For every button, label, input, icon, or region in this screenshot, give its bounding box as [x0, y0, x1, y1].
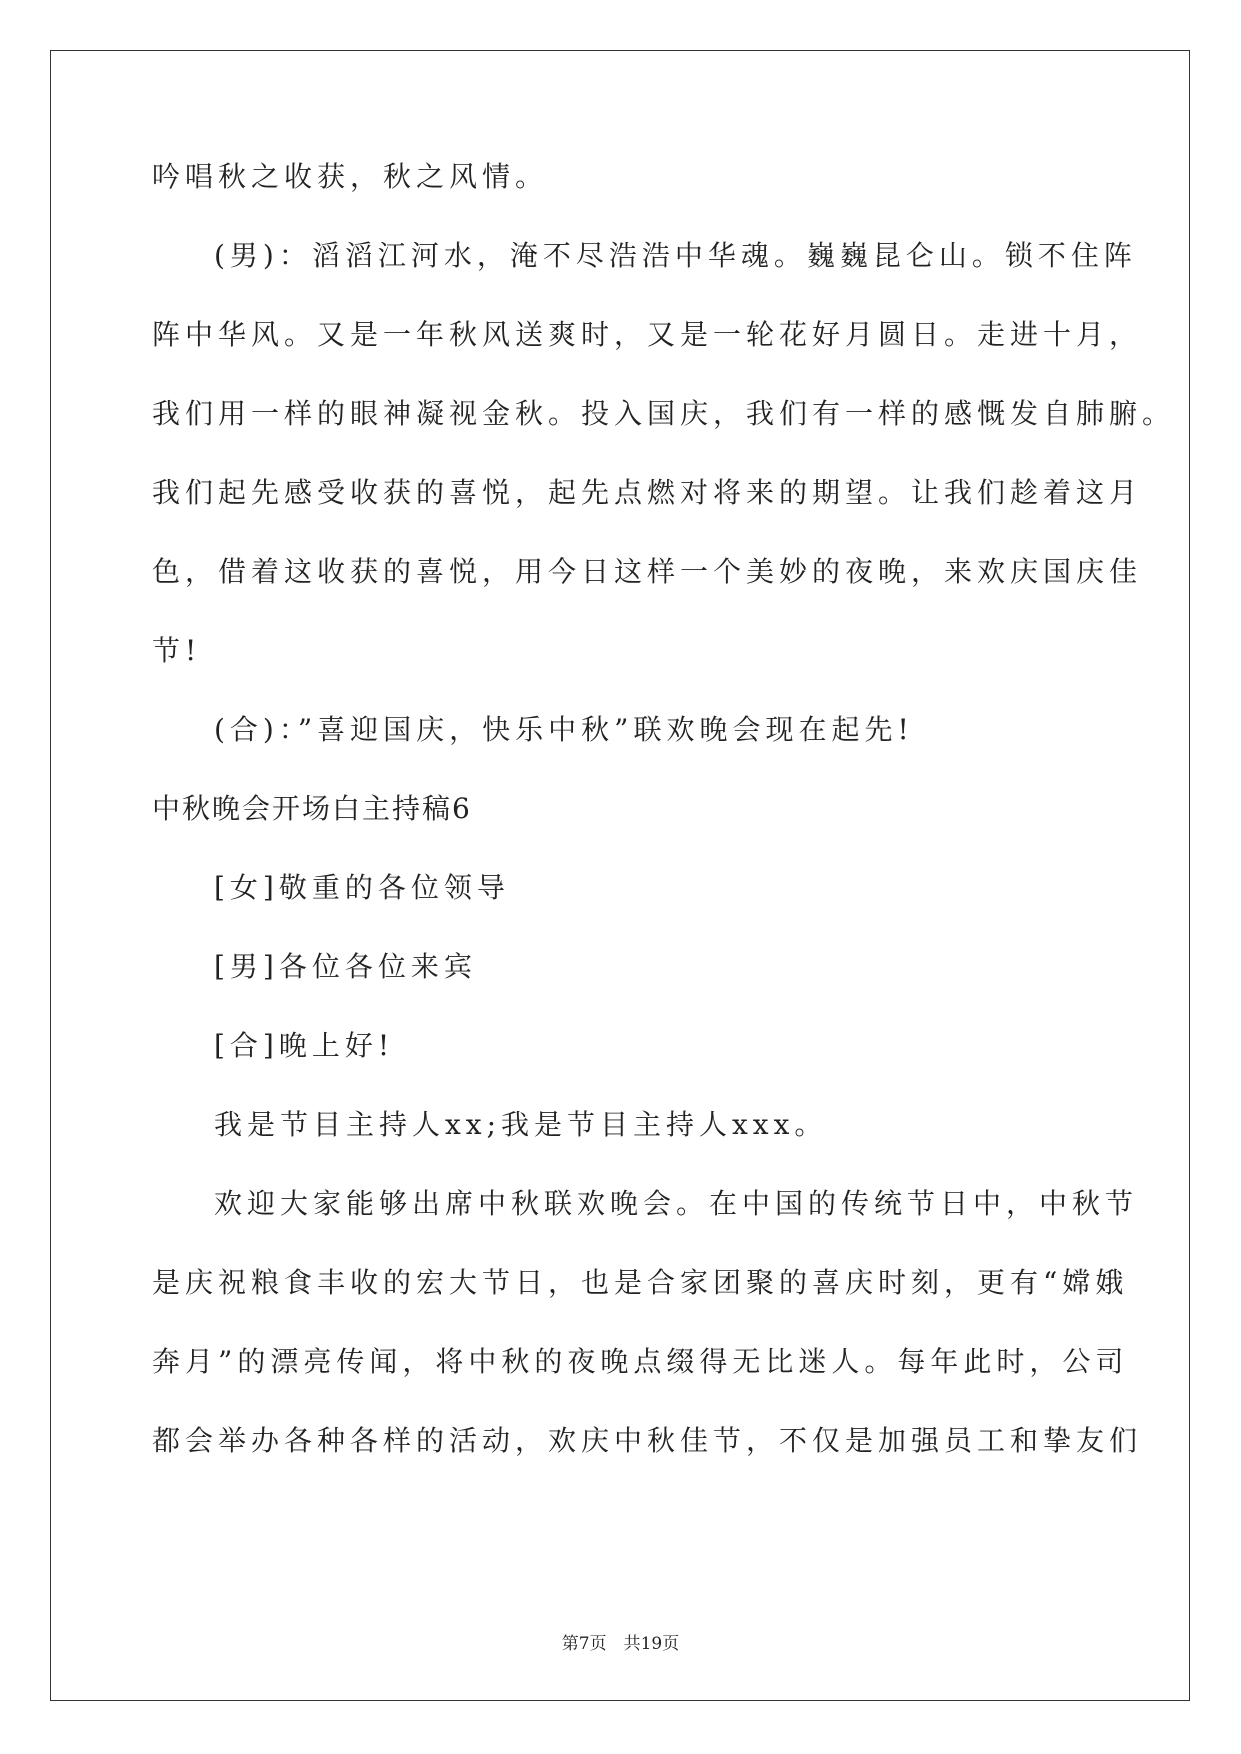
- text-line: 吟唱秋之收获，秋之风情。: [152, 160, 549, 193]
- text-line: 我是节目主持人xx;我是节目主持人xxx。: [214, 1108, 828, 1141]
- section-heading: 中秋晚会开场白主持稿6: [152, 792, 472, 825]
- text-line: 欢迎大家能够出席中秋联欢晚会。在中国的传统节日中，中秋节: [214, 1187, 1139, 1220]
- text-line: 都会举办各种各样的活动，欢庆中秋佳节，不仅是加强员工和挚友们: [152, 1424, 1143, 1457]
- page-number: 第7页 共19页: [561, 1634, 680, 1654]
- text-line: 奔月”的漂亮传闻，将中秋的夜晚点缀得无比迷人。每年此时，公司: [152, 1345, 1129, 1378]
- text-line: 我们起先感受收获的喜悦，起先点燃对将来的期望。让我们趁着这月: [152, 476, 1143, 509]
- text-line: (合)：”喜迎国庆，快乐中秋”联欢晚会现在起先!: [214, 713, 914, 746]
- text-line: [女]敬重的各位领导: [214, 871, 510, 904]
- text-line: 我们用一样的眼神凝视金秋。投入国庆，我们有一样的感慨发自肺腑。: [152, 397, 1176, 430]
- text-line: (男)：滔滔江河水，淹不尽浩浩中华魂。巍巍昆仑山。锁不住阵: [214, 239, 1137, 272]
- text-line: [男]各位各位来宾: [214, 950, 477, 983]
- text-line: 是庆祝粮食丰收的宏大节日，也是合家团聚的喜庆时刻，更有“嫦娥: [152, 1266, 1129, 1299]
- text-line: 节!: [152, 634, 202, 667]
- text-line: [合]晚上好!: [214, 1029, 395, 1062]
- text-line: 色，借着这收获的喜悦，用今日这样一个美妙的夜晚，来欢庆国庆佳: [152, 555, 1143, 588]
- text-line: 阵中华风。又是一年秋风送爽时，又是一轮花好月圆日。走进十月，: [152, 318, 1143, 351]
